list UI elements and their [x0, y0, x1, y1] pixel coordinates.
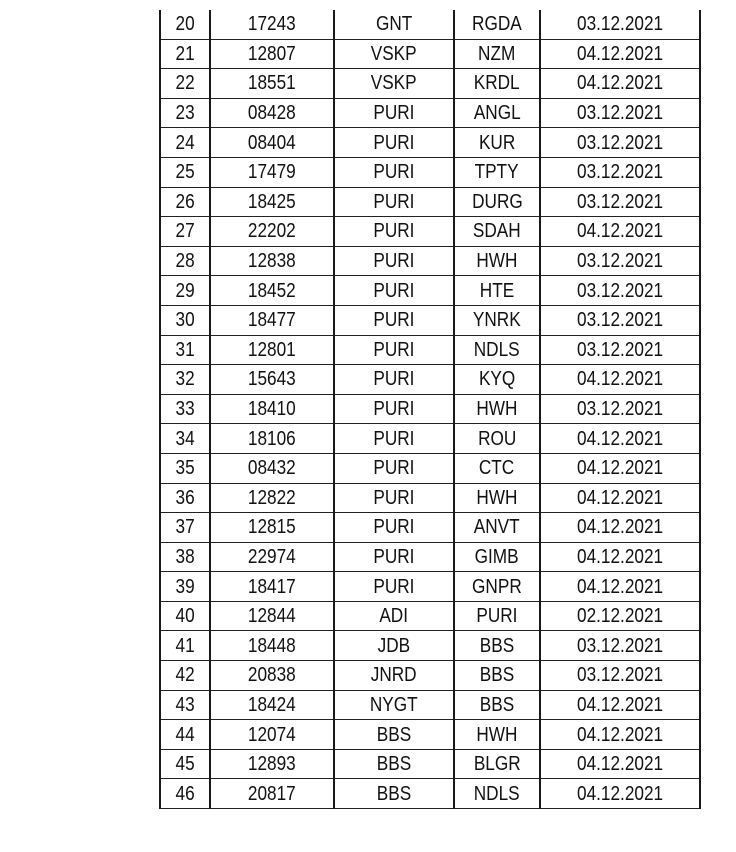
- from-station-cell: [334, 453, 454, 483]
- train-number-cell: [210, 453, 334, 483]
- to-station-cell: [454, 720, 540, 750]
- cell-text: PURI: [476, 605, 518, 628]
- cell-text: 44: [175, 723, 195, 746]
- from-station-cell: [334, 217, 454, 247]
- cell-text: HWH: [476, 486, 518, 509]
- cell-text: PURI: [373, 427, 415, 450]
- serial-cell: [160, 365, 210, 395]
- cell-text: 03.12.2021: [576, 161, 664, 184]
- train-number-cell: [210, 424, 334, 454]
- date-cell: [540, 305, 700, 335]
- from-station-cell: [334, 631, 454, 661]
- table-row: [160, 394, 700, 424]
- serial-cell: [160, 542, 210, 572]
- to-station-cell: [454, 128, 540, 158]
- cell-text: PURI: [373, 279, 415, 302]
- cell-text: 29: [175, 279, 195, 302]
- cell-text: JNRD: [371, 664, 417, 687]
- cell-text: ANVT: [474, 516, 520, 539]
- cell-text: 35: [175, 457, 195, 480]
- train-number-cell: [210, 661, 334, 691]
- from-station-cell: [334, 542, 454, 572]
- serial-cell: [160, 749, 210, 779]
- cell-text: RGDA: [472, 13, 522, 36]
- from-station-cell: [334, 779, 454, 809]
- cell-text: ADI: [379, 605, 409, 628]
- from-station-cell: [334, 394, 454, 424]
- serial-cell: [160, 453, 210, 483]
- train-number-cell: [210, 98, 334, 128]
- date-cell: [540, 365, 700, 395]
- serial-cell: [160, 69, 210, 99]
- table-row: [160, 424, 700, 454]
- table-row: [160, 749, 700, 779]
- table-row: [160, 69, 700, 99]
- train-number-cell: [210, 779, 334, 809]
- cell-text: 31: [175, 338, 195, 361]
- cell-text: CTC: [479, 457, 515, 480]
- from-station-cell: [334, 276, 454, 306]
- from-station-cell: [334, 424, 454, 454]
- date-cell: [540, 394, 700, 424]
- cell-text: 04.12.2021: [576, 486, 664, 509]
- cell-text: 26: [175, 190, 195, 213]
- to-station-cell: [454, 749, 540, 779]
- serial-cell: [160, 513, 210, 543]
- serial-cell: [160, 246, 210, 276]
- to-station-cell: [454, 98, 540, 128]
- to-station-cell: [454, 513, 540, 543]
- cell-text: 18417: [248, 575, 296, 598]
- date-cell: [540, 276, 700, 306]
- date-cell: [540, 246, 700, 276]
- table-row: [160, 690, 700, 720]
- serial-cell: [160, 335, 210, 365]
- cell-text: NDLS: [474, 782, 520, 805]
- train-number-cell: [210, 39, 334, 69]
- cell-text: 20838: [248, 664, 296, 687]
- serial-cell: [160, 39, 210, 69]
- train-number-cell: [210, 305, 334, 335]
- cell-text: PURI: [373, 102, 415, 125]
- train-number-cell: [210, 335, 334, 365]
- cell-text: VSKP: [371, 72, 417, 95]
- cell-text: 15643: [248, 368, 296, 391]
- cell-text: 30: [175, 309, 195, 332]
- cell-text: 04.12.2021: [576, 42, 664, 65]
- cell-text: PURI: [373, 545, 415, 568]
- cell-text: 03.12.2021: [576, 634, 664, 657]
- date-cell: [540, 631, 700, 661]
- date-cell: [540, 453, 700, 483]
- date-cell: [540, 69, 700, 99]
- table-row: [160, 157, 700, 187]
- cell-text: BBS: [479, 664, 515, 687]
- cell-text: YNRK: [473, 309, 521, 332]
- serial-cell: [160, 690, 210, 720]
- train-number-cell: [210, 157, 334, 187]
- table-row: [160, 98, 700, 128]
- cell-text: 04.12.2021: [576, 368, 664, 391]
- to-station-cell: [454, 69, 540, 99]
- cell-text: TPTY: [475, 161, 519, 184]
- date-cell: [540, 187, 700, 217]
- serial-cell: [160, 276, 210, 306]
- cell-text: NDLS: [474, 338, 520, 361]
- date-cell: [540, 335, 700, 365]
- to-station-cell: [454, 690, 540, 720]
- train-number-cell: [210, 513, 334, 543]
- train-number-cell: [210, 246, 334, 276]
- date-cell: [540, 128, 700, 158]
- to-station-cell: [454, 157, 540, 187]
- date-cell: [540, 542, 700, 572]
- to-station-cell: [454, 483, 540, 513]
- cell-text: 17479: [248, 161, 296, 184]
- cell-text: NYGT: [370, 693, 418, 716]
- cell-text: 27: [175, 220, 195, 243]
- cell-text: DURG: [471, 190, 523, 213]
- cell-text: 25: [175, 161, 195, 184]
- cell-text: 03.12.2021: [576, 250, 664, 273]
- cell-text: 23: [175, 102, 195, 125]
- from-station-cell: [334, 98, 454, 128]
- from-station-cell: [334, 10, 454, 39]
- cell-text: 04.12.2021: [576, 753, 664, 776]
- date-cell: [540, 424, 700, 454]
- date-cell: [540, 661, 700, 691]
- from-station-cell: [334, 39, 454, 69]
- cell-text: BLGR: [473, 753, 521, 776]
- cell-text: 03.12.2021: [576, 131, 664, 154]
- cell-text: PURI: [373, 486, 415, 509]
- serial-cell: [160, 720, 210, 750]
- from-station-cell: [334, 365, 454, 395]
- to-station-cell: [454, 217, 540, 247]
- train-number-cell: [210, 10, 334, 39]
- cell-text: 33: [175, 398, 195, 421]
- to-station-cell: [454, 10, 540, 39]
- table-row: [160, 542, 700, 572]
- to-station-cell: [454, 779, 540, 809]
- date-cell: [540, 749, 700, 779]
- from-station-cell: [334, 749, 454, 779]
- table-row: [160, 720, 700, 750]
- from-station-cell: [334, 601, 454, 631]
- cell-text: 28: [175, 250, 195, 273]
- cell-text: 22202: [248, 220, 296, 243]
- cell-text: 18410: [248, 398, 296, 421]
- cell-text: 43: [175, 693, 195, 716]
- train-table-body: [160, 10, 700, 809]
- cell-text: BBS: [376, 782, 412, 805]
- cell-text: 45: [175, 753, 195, 776]
- cell-text: 08428: [248, 102, 296, 125]
- table-row: [160, 661, 700, 691]
- table-row: [160, 572, 700, 602]
- cell-text: 24: [175, 131, 195, 154]
- cell-text: HWH: [476, 723, 518, 746]
- date-cell: [540, 779, 700, 809]
- cell-text: 03.12.2021: [576, 190, 664, 213]
- cell-text: 04.12.2021: [576, 782, 664, 805]
- serial-cell: [160, 10, 210, 39]
- cell-text: 12893: [248, 753, 296, 776]
- cell-text: 17243: [248, 13, 296, 36]
- train-number-cell: [210, 276, 334, 306]
- serial-cell: [160, 98, 210, 128]
- cell-text: 22974: [248, 545, 296, 568]
- cell-text: 36: [175, 486, 195, 509]
- train-number-cell: [210, 187, 334, 217]
- serial-cell: [160, 217, 210, 247]
- cell-text: 18424: [248, 693, 296, 716]
- train-number-cell: [210, 128, 334, 158]
- to-station-cell: [454, 572, 540, 602]
- cell-text: 46: [175, 782, 195, 805]
- serial-cell: [160, 128, 210, 158]
- cell-text: KYQ: [478, 368, 516, 391]
- cell-text: 04.12.2021: [576, 693, 664, 716]
- cell-text: 04.12.2021: [576, 220, 664, 243]
- cell-text: 04.12.2021: [576, 427, 664, 450]
- table-row: [160, 335, 700, 365]
- cell-text: 42: [175, 664, 195, 687]
- cell-text: 12844: [248, 605, 296, 628]
- to-station-cell: [454, 187, 540, 217]
- serial-cell: [160, 157, 210, 187]
- to-station-cell: [454, 631, 540, 661]
- cell-text: 21: [175, 42, 195, 65]
- cell-text: NZM: [478, 42, 516, 65]
- cell-text: 03.12.2021: [576, 398, 664, 421]
- serial-cell: [160, 424, 210, 454]
- from-station-cell: [334, 157, 454, 187]
- cell-text: 18452: [248, 279, 296, 302]
- from-station-cell: [334, 246, 454, 276]
- cell-text: PURI: [373, 309, 415, 332]
- train-number-cell: [210, 394, 334, 424]
- cell-text: 39: [175, 575, 195, 598]
- cell-text: 18425: [248, 190, 296, 213]
- cell-text: GNT: [375, 13, 413, 36]
- cell-text: PURI: [373, 190, 415, 213]
- from-station-cell: [334, 513, 454, 543]
- table-row: [160, 305, 700, 335]
- from-station-cell: [334, 572, 454, 602]
- table-row: [160, 39, 700, 69]
- cell-text: GIMB: [475, 545, 519, 568]
- from-station-cell: [334, 187, 454, 217]
- table-row: [160, 128, 700, 158]
- table-row: [160, 365, 700, 395]
- train-table: [159, 10, 701, 809]
- cell-text: 38: [175, 545, 195, 568]
- serial-cell: [160, 601, 210, 631]
- cell-text: ANGL: [473, 102, 521, 125]
- cell-text: PURI: [373, 220, 415, 243]
- cell-text: BBS: [479, 693, 515, 716]
- cell-text: 03.12.2021: [576, 13, 664, 36]
- cell-text: PURI: [373, 516, 415, 539]
- train-number-cell: [210, 720, 334, 750]
- cell-text: 41: [175, 634, 195, 657]
- cell-text: 02.12.2021: [576, 605, 664, 628]
- to-station-cell: [454, 394, 540, 424]
- train-number-cell: [210, 69, 334, 99]
- cell-text: 03.12.2021: [576, 664, 664, 687]
- cell-text: PURI: [373, 338, 415, 361]
- table-row: [160, 187, 700, 217]
- cell-text: 04.12.2021: [576, 457, 664, 480]
- cell-text: 12074: [248, 723, 296, 746]
- date-cell: [540, 483, 700, 513]
- cell-text: 34: [175, 427, 195, 450]
- table-row: [160, 276, 700, 306]
- cell-text: 03.12.2021: [576, 102, 664, 125]
- cell-text: 03.12.2021: [576, 279, 664, 302]
- cell-text: 37: [175, 516, 195, 539]
- cell-text: 04.12.2021: [576, 723, 664, 746]
- cell-text: KUR: [478, 131, 516, 154]
- cell-text: KRDL: [474, 72, 520, 95]
- from-station-cell: [334, 720, 454, 750]
- table-row: [160, 483, 700, 513]
- to-station-cell: [454, 542, 540, 572]
- serial-cell: [160, 187, 210, 217]
- table-row: [160, 601, 700, 631]
- table-row: [160, 217, 700, 247]
- cell-text: 03.12.2021: [576, 338, 664, 361]
- to-station-cell: [454, 453, 540, 483]
- date-cell: [540, 572, 700, 602]
- train-number-cell: [210, 217, 334, 247]
- cell-text: 20817: [248, 782, 296, 805]
- to-station-cell: [454, 305, 540, 335]
- table-row: [160, 246, 700, 276]
- train-number-cell: [210, 749, 334, 779]
- date-cell: [540, 513, 700, 543]
- serial-cell: [160, 661, 210, 691]
- date-cell: [540, 157, 700, 187]
- cell-text: 18477: [248, 309, 296, 332]
- to-station-cell: [454, 246, 540, 276]
- cell-text: 18551: [248, 72, 296, 95]
- from-station-cell: [334, 335, 454, 365]
- train-number-cell: [210, 601, 334, 631]
- table-row: [160, 631, 700, 661]
- date-cell: [540, 217, 700, 247]
- cell-text: PURI: [373, 398, 415, 421]
- cell-text: PURI: [373, 250, 415, 273]
- cell-text: BBS: [479, 634, 515, 657]
- table-row: [160, 779, 700, 809]
- cell-text: 03.12.2021: [576, 309, 664, 332]
- cell-text: BBS: [376, 723, 412, 746]
- cell-text: GNPR: [472, 575, 522, 598]
- cell-text: 18106: [248, 427, 296, 450]
- cell-text: 40: [175, 605, 195, 628]
- cell-text: 12807: [248, 42, 296, 65]
- cell-text: VSKP: [371, 42, 417, 65]
- cell-text: ROU: [477, 427, 517, 450]
- from-station-cell: [334, 483, 454, 513]
- from-station-cell: [334, 690, 454, 720]
- date-cell: [540, 690, 700, 720]
- from-station-cell: [334, 69, 454, 99]
- serial-cell: [160, 305, 210, 335]
- date-cell: [540, 39, 700, 69]
- train-number-cell: [210, 365, 334, 395]
- date-cell: [540, 98, 700, 128]
- table-row: [160, 513, 700, 543]
- train-number-cell: [210, 572, 334, 602]
- to-station-cell: [454, 276, 540, 306]
- cell-text: 12801: [248, 338, 296, 361]
- cell-text: PURI: [373, 457, 415, 480]
- train-number-cell: [210, 690, 334, 720]
- to-station-cell: [454, 365, 540, 395]
- from-station-cell: [334, 305, 454, 335]
- to-station-cell: [454, 424, 540, 454]
- to-station-cell: [454, 601, 540, 631]
- cell-text: PURI: [373, 368, 415, 391]
- cell-text: 08432: [248, 457, 296, 480]
- train-number-cell: [210, 542, 334, 572]
- cell-text: HWH: [476, 250, 518, 273]
- cell-text: 08404: [248, 131, 296, 154]
- serial-cell: [160, 779, 210, 809]
- cell-text: JDB: [377, 634, 411, 657]
- serial-cell: [160, 572, 210, 602]
- serial-cell: [160, 394, 210, 424]
- train-number-cell: [210, 631, 334, 661]
- table-row: [160, 10, 700, 39]
- cell-text: 12822: [248, 486, 296, 509]
- cell-text: 12815: [248, 516, 296, 539]
- date-cell: [540, 720, 700, 750]
- cell-text: 04.12.2021: [576, 72, 664, 95]
- from-station-cell: [334, 128, 454, 158]
- cell-text: SDAH: [473, 220, 521, 243]
- cell-text: 04.12.2021: [576, 516, 664, 539]
- table-row: [160, 453, 700, 483]
- cell-text: 04.12.2021: [576, 575, 664, 598]
- serial-cell: [160, 483, 210, 513]
- cell-text: PURI: [373, 131, 415, 154]
- cell-text: 12838: [248, 250, 296, 273]
- date-cell: [540, 601, 700, 631]
- cell-text: HTE: [479, 279, 515, 302]
- cell-text: PURI: [373, 161, 415, 184]
- from-station-cell: [334, 661, 454, 691]
- cell-text: PURI: [373, 575, 415, 598]
- train-number-cell: [210, 483, 334, 513]
- cell-text: 22: [175, 72, 195, 95]
- cell-text: 04.12.2021: [576, 545, 664, 568]
- cell-text: 20: [175, 13, 195, 36]
- date-cell: [540, 10, 700, 39]
- to-station-cell: [454, 39, 540, 69]
- cell-text: 18448: [248, 634, 296, 657]
- cell-text: BBS: [376, 753, 412, 776]
- to-station-cell: [454, 335, 540, 365]
- serial-cell: [160, 631, 210, 661]
- cell-text: 32: [175, 368, 195, 391]
- cell-text: HWH: [476, 398, 518, 421]
- to-station-cell: [454, 661, 540, 691]
